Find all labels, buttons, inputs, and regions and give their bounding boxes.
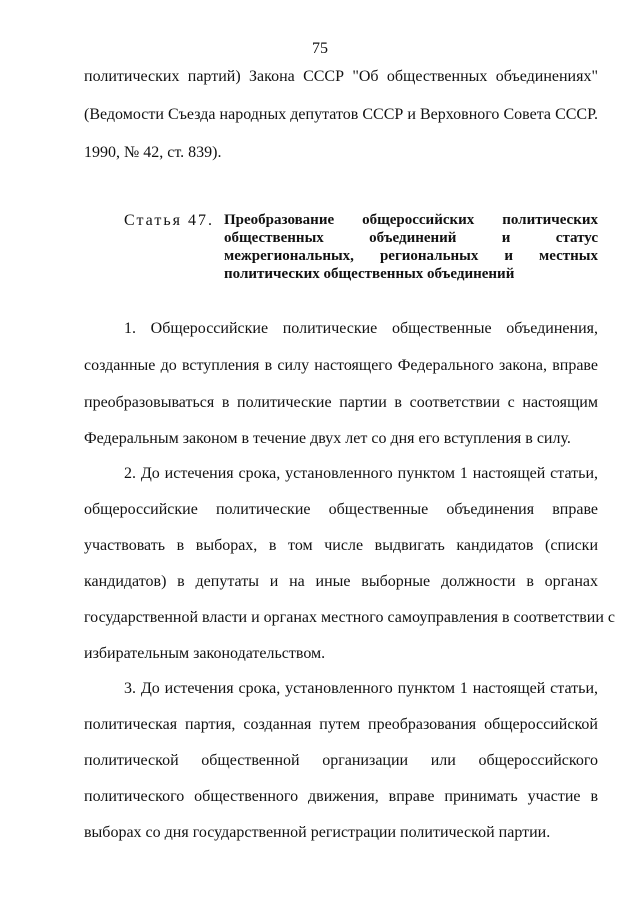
paragraph-1: [84, 320, 598, 450]
paragraph-line: избирательным законодательством.: [84, 645, 326, 662]
paragraph-line: политического общественного движения, вправе принимать участие в: [84, 788, 598, 805]
paragraph-line: Федеральным законом в течение двух лет со дня его вступления в силу.: [84, 430, 571, 447]
intro-paragraph: [84, 68, 598, 168]
paragraph-line: преобразовываться в политические партии в соответствии с настоящим: [84, 394, 598, 411]
paragraph-line: кандидатов) в депутаты и на иные выборные должности в органах: [84, 573, 598, 590]
paragraph-line: созданные до вступления в силу настоящего Федерального закона, вправе: [84, 357, 598, 374]
intro-line: (Ведомости Съезда народных депутатов СССР и Верховного Совета СССР.: [84, 106, 598, 123]
intro-line: политических партий) Закона СССР "Об общественных объединениях": [84, 68, 598, 85]
paragraph-line: государственной власти и органах местного самоуправления в соответствии с: [84, 609, 616, 626]
paragraph-line: политической общественной организации или общероссийского: [84, 752, 598, 769]
paragraph-3: [84, 680, 598, 840]
article-title-line: политических общественных объединений: [224, 266, 515, 282]
paragraph-line: 2. До истечения срока, установленного пунктом 1 настоящей статьи,: [124, 465, 598, 482]
paragraph-line: общероссийские политические общественные объединения вправе: [84, 501, 598, 518]
article-label: Статья 47.: [124, 212, 214, 229]
paragraph-2: [84, 465, 616, 665]
article-title-line: общественных объединений и статус: [224, 230, 598, 246]
paragraph-line: 3. До истечения срока, установленного пунктом 1 настоящей статьи,: [124, 680, 598, 697]
paragraph-line: выборах со дня государственной регистрации политической партии.: [84, 824, 551, 841]
intro-line: 1990, № 42, ст. 839).: [84, 144, 222, 161]
paragraph-line: участвовать в выборах, в том числе выдвигать кандидатов (списки: [84, 537, 598, 554]
article-title-line: межрегиональных, региональных и местных: [224, 248, 598, 264]
page-number: 75: [312, 40, 328, 57]
paragraph-line: 1. Общероссийские политические общественные объединения,: [124, 320, 598, 337]
paragraph-line: политическая партия, созданная путем преобразования общероссийской: [84, 716, 598, 733]
article-title-line: Преобразование общероссийских политических: [224, 212, 598, 228]
